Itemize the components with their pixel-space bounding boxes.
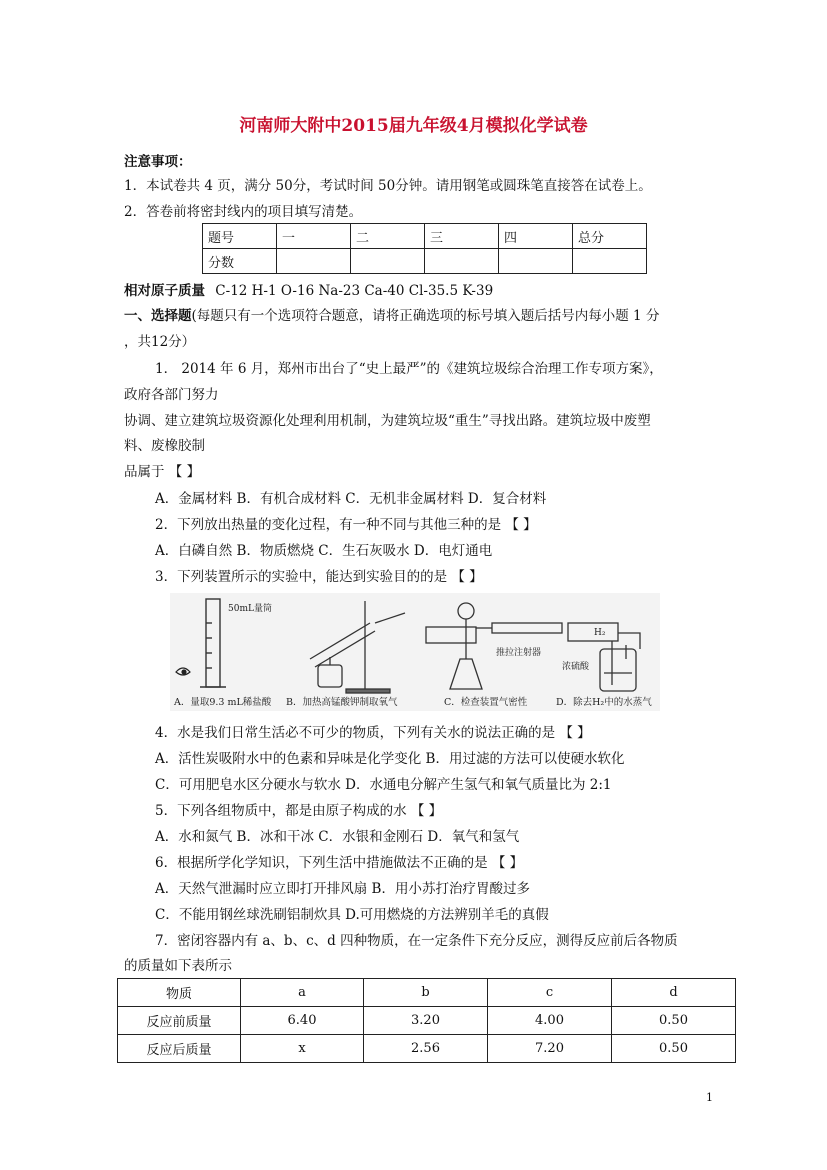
- section1-heading: 一、选择题: [124, 308, 192, 324]
- h2-label: H₂: [594, 628, 606, 638]
- table-header-cell: c: [488, 979, 612, 1007]
- table-header-cell: b: [364, 979, 488, 1007]
- syringe-label: 推拉注射器: [496, 648, 542, 658]
- table-cell: 2.56: [364, 1035, 488, 1063]
- q6-option-cd: C．不能用钢丝球洗刷铝制炊具 D.可用燃烧的方法辨别羊毛的真假: [155, 907, 549, 923]
- q4-stem: 4．水是我们日常生活必不可少的物质，下列有关水的说法正确的是 【 】: [155, 725, 591, 741]
- table-cell: 4.00: [488, 1007, 612, 1035]
- q7-line1: 7．密闭容器内有 a、b、c、d 四种物质，在一定条件下充分反应，测得反应前后各物质: [155, 933, 678, 949]
- table-cell: 0.50: [612, 1035, 736, 1063]
- page-number: 1: [706, 1091, 713, 1104]
- page-title: 河南师大附中2015届九年级4月模拟化学试卷: [239, 116, 588, 136]
- q1-line1: 1． 2014 年 6 月，郑州市出台了“史上最严”的《建筑垃圾综合治理工作专项方案》，: [155, 361, 663, 377]
- option-a-caption: A．量取9.3 mL稀盐酸: [174, 697, 272, 708]
- q1-line3: 协调、建立建筑垃圾资源化处理利用机制，为建筑垃圾“重生”寻找出路。建筑垃圾中废塑: [124, 413, 651, 429]
- q1-line4: 料、废橡胶制: [124, 438, 205, 454]
- q6-stem: 6．根据所学化学知识，下列生活中措施做法不正确的是 【 】: [155, 855, 524, 871]
- q3-stem: 3．下列装置所示的实验中，能达到实验目的的是 【 】: [155, 569, 483, 585]
- score-table-score-row: [203, 249, 647, 274]
- atomic-mass-line: [124, 279, 493, 299]
- q1-options: A．金属材料 B．有机合成材料 C．无机非金属材料 D．复合材料: [155, 491, 547, 507]
- table-cell: 反应前质量: [118, 1007, 241, 1035]
- table-cell: 7.20: [488, 1035, 612, 1063]
- table-header-cell: 物质: [118, 979, 241, 1007]
- q7-line2: 的质量如下表所示: [124, 958, 232, 974]
- notice-item-2: 2．答卷前将密封线内的项目填写清楚。: [124, 204, 363, 220]
- table-header-cell: d: [612, 979, 736, 1007]
- option-c-caption: C．检查装置气密性: [444, 697, 528, 708]
- notice-heading: 注意事项：: [124, 154, 192, 170]
- table-cell: 0.50: [612, 1007, 736, 1035]
- q1-line2: 政府各部门努力: [124, 387, 219, 403]
- table-cell: 反应后质量: [118, 1035, 241, 1063]
- table-row: [118, 1007, 736, 1035]
- notice-item-1: 1．本试卷共 4 页，满分 50分，考试时间 50分钟。请用钢笔或圆珠笔直接答在试卷上。: [124, 178, 652, 194]
- table-cell: 3.20: [364, 1007, 488, 1035]
- score-input-cell[interactable]: [277, 249, 351, 274]
- table-row: [118, 1035, 736, 1063]
- q2-options: A．白磷自然 B．物质燃烧 C．生石灰吸水 D．电灯通电: [155, 543, 493, 559]
- atomic-mass-values: C-12 H-1 O-16 Na-23 Ca-40 Cl-35.5 K-39: [215, 283, 494, 299]
- score-header-cell: 四: [499, 224, 573, 249]
- option-d-caption: D．除去H₂中的水蒸气: [556, 697, 652, 708]
- q4-option-cd: C．可用肥皂水区分硬水与软水 D．水通电分解产生氢气和氧气质量比为 2:1: [155, 777, 612, 793]
- q5-stem: 5．下列各组物质中，都是由原子构成的水 【 】: [155, 803, 443, 819]
- table-row: [118, 979, 736, 1007]
- section1-desc-cont: ，共12分）: [124, 334, 196, 350]
- section1-line: [124, 304, 659, 324]
- atomic-mass-label: 相对原子质量: [124, 283, 205, 299]
- q7-data-table: [117, 978, 736, 1063]
- table-cell: 6.40: [241, 1007, 364, 1035]
- q5-options: A．水和氮气 B．冰和干冰 C．水银和金刚石 D．氧气和氢气: [155, 829, 520, 845]
- q2-stem: 2．下列放出热量的变化过程，有一种不同与其他三种的是 【 】: [155, 517, 537, 533]
- score-input-cell[interactable]: [499, 249, 573, 274]
- q3-apparatus-figure: [170, 593, 660, 711]
- score-table-header-row: [203, 224, 647, 249]
- q1-line5: 品属于 【 】: [124, 464, 201, 480]
- table-cell: x: [241, 1035, 364, 1063]
- table-header-cell: a: [241, 979, 364, 1007]
- section1-desc: (每题只有一个选项符合题意，请将正确选项的标号填入题后括号内每小题 1 分: [191, 308, 660, 324]
- score-header-cell: 一: [277, 224, 351, 249]
- option-b-caption: B．加热高锰酸钾制取氧气: [286, 697, 398, 708]
- score-input-cell[interactable]: [425, 249, 499, 274]
- q6-option-ab: A．天然气泄漏时应立即打开排风扇 B．用小苏打治疗胃酸过多: [155, 881, 530, 897]
- score-row-label: 分数: [203, 249, 277, 274]
- acid-label: 浓硫酸: [562, 662, 590, 672]
- score-header-cell: 三: [425, 224, 499, 249]
- score-table: [202, 223, 647, 274]
- q4-option-ab: A．活性炭吸附水中的色素和异味是化学变化 B．用过滤的方法可以使硬水软化: [155, 751, 625, 767]
- score-input-cell[interactable]: [573, 249, 647, 274]
- cylinder-label: 50mL量筒: [228, 604, 272, 614]
- score-header-cell: 二: [351, 224, 425, 249]
- score-input-cell[interactable]: [351, 249, 425, 274]
- score-header-cell: 题号: [203, 224, 277, 249]
- score-header-cell: 总分: [573, 224, 647, 249]
